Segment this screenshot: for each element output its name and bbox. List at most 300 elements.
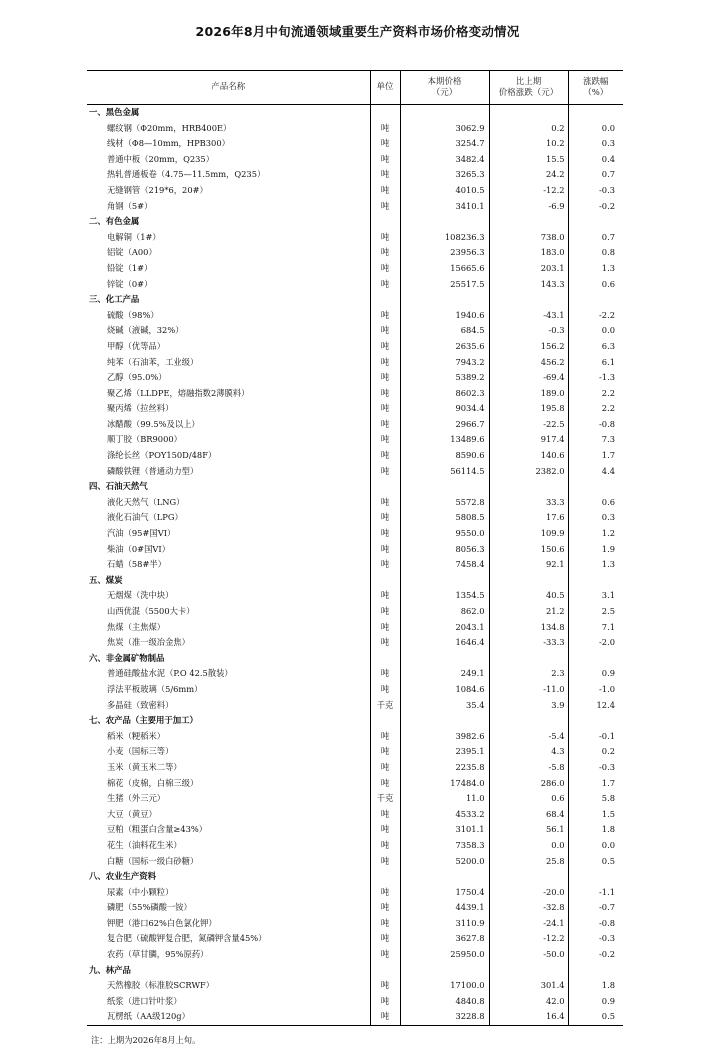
percent-cell: 12.4: [568, 698, 623, 714]
change-cell: 456.2: [489, 355, 568, 371]
product-name: 复合肥（硫酸钾复合肥，氮磷钾含量45%）: [107, 933, 267, 944]
unit-cell: 吨: [370, 588, 400, 604]
percent-cell: 1.8: [568, 822, 623, 838]
change-cell: 917.4: [489, 432, 568, 448]
table-row: [87, 277, 623, 293]
table-row: [87, 417, 623, 433]
category-name: 九、林产品: [89, 964, 131, 975]
unit-cell: [370, 105, 400, 121]
product-name: 硫酸（98%）: [107, 309, 159, 320]
unit-cell: 吨: [370, 386, 400, 402]
product-name: 线材（Φ8—10mm，HPB300）: [107, 138, 230, 149]
unit-cell: 吨: [370, 542, 400, 558]
change-cell: -5.8: [489, 760, 568, 776]
unit-cell: 吨: [370, 604, 400, 620]
category-name: 五、煤炭: [89, 574, 123, 585]
unit-cell: 吨: [370, 900, 400, 916]
unit-cell: 吨: [370, 448, 400, 464]
table-row: [87, 308, 623, 324]
category-name: 三、化工产品: [89, 294, 140, 305]
percent-cell: -0.1: [568, 729, 623, 745]
product-name: 生猪（外三元）: [107, 793, 166, 804]
header-product-name: 产品名称: [87, 71, 370, 105]
table-row: [87, 121, 623, 137]
unit-cell: 吨: [370, 121, 400, 137]
unit-cell: 吨: [370, 916, 400, 932]
percent-cell: 0.2: [568, 744, 623, 760]
price-cell: 1084.6: [400, 682, 489, 698]
percent-cell: 0.7: [568, 230, 623, 246]
unit-cell: 千克: [370, 698, 400, 714]
percent-cell: [568, 292, 623, 308]
price-cell: 17484.0: [400, 776, 489, 792]
price-cell: [400, 479, 489, 495]
change-cell: 15.5: [489, 152, 568, 168]
change-cell: -12.2: [489, 931, 568, 947]
table-body: [87, 105, 623, 1026]
table-row: [87, 931, 623, 947]
percent-cell: 6.3: [568, 339, 623, 355]
change-cell: 140.6: [489, 448, 568, 464]
change-cell: 203.1: [489, 261, 568, 277]
table-row: [87, 136, 623, 152]
product-name: 浮法平板玻璃（5/6mm）: [107, 683, 203, 694]
table-row: [87, 448, 623, 464]
change-cell: 156.2: [489, 339, 568, 355]
price-cell: 4439.1: [400, 900, 489, 916]
unit-cell: [370, 713, 400, 729]
price-cell: 5389.2: [400, 370, 489, 386]
unit-cell: 千克: [370, 791, 400, 807]
change-cell: [489, 869, 568, 885]
price-cell: [400, 214, 489, 230]
price-cell: 8056.3: [400, 542, 489, 558]
price-cell: 25950.0: [400, 947, 489, 963]
product-name: 纯苯（石油苯，工业级）: [107, 356, 199, 367]
category-name: 二、有色金属: [89, 216, 140, 227]
percent-cell: 0.5: [568, 1009, 623, 1025]
unit-cell: 吨: [370, 1009, 400, 1025]
price-cell: 3982.6: [400, 729, 489, 745]
product-name: 棉花（皮棉，白棉三级）: [107, 777, 199, 788]
product-name: 螺纹钢（Φ20mm，HRB400E）: [107, 122, 232, 133]
price-cell: 23956.3: [400, 245, 489, 261]
percent-cell: 7.3: [568, 432, 623, 448]
price-cell: 2235.8: [400, 760, 489, 776]
percent-cell: -1.3: [568, 370, 623, 386]
unit-cell: 吨: [370, 760, 400, 776]
price-cell: [400, 713, 489, 729]
percent-cell: 0.6: [568, 495, 623, 511]
percent-cell: 2.5: [568, 604, 623, 620]
product-name: 无烟煤（洗中块）: [107, 590, 174, 601]
unit-cell: 吨: [370, 807, 400, 823]
percent-cell: 2.2: [568, 386, 623, 402]
change-cell: 92.1: [489, 557, 568, 573]
header-unit: 单位: [370, 71, 400, 105]
change-cell: -0.3: [489, 323, 568, 339]
unit-cell: 吨: [370, 822, 400, 838]
product-name: 焦炭（准一级冶金焦）: [107, 637, 190, 648]
table-header: [87, 71, 623, 105]
product-name: 柴油（0#国VI）: [107, 543, 170, 554]
percent-cell: -0.3: [568, 760, 623, 776]
product-name: 甲醇（优等品）: [107, 340, 166, 351]
product-name: 焦煤（主焦煤）: [107, 621, 166, 632]
price-cell: 3254.7: [400, 136, 489, 152]
unit-cell: [370, 214, 400, 230]
percent-cell: -0.8: [568, 916, 623, 932]
change-cell: 109.9: [489, 526, 568, 542]
category-name: 八、农业生产资料: [89, 871, 156, 882]
percent-cell: [568, 713, 623, 729]
table-row: [87, 401, 623, 417]
unit-cell: 吨: [370, 261, 400, 277]
price-table: [87, 70, 623, 1026]
unit-cell: 吨: [370, 510, 400, 526]
table-row: [87, 947, 623, 963]
category-row: [87, 869, 623, 885]
category-row: [87, 214, 623, 230]
price-cell: 1354.5: [400, 588, 489, 604]
product-name: 无缝钢管（219*6，20#）: [107, 184, 208, 195]
change-cell: 33.3: [489, 495, 568, 511]
price-cell: [400, 869, 489, 885]
unit-cell: [370, 292, 400, 308]
change-cell: 134.8: [489, 620, 568, 636]
percent-cell: [568, 651, 623, 667]
percent-cell: -0.2: [568, 199, 623, 215]
page-title: 2026年8月中旬流通领域重要生产资料市场价格变动情况: [195, 24, 520, 39]
price-cell: [400, 963, 489, 979]
price-cell: 1940.6: [400, 308, 489, 324]
price-cell: [400, 292, 489, 308]
table-row: [87, 620, 623, 636]
price-cell: 108236.3: [400, 230, 489, 246]
price-cell: 1750.4: [400, 885, 489, 901]
table-row: [87, 557, 623, 573]
change-cell: 3.9: [489, 698, 568, 714]
unit-cell: 吨: [370, 245, 400, 261]
table-row: [87, 729, 623, 745]
percent-cell: 0.9: [568, 666, 623, 682]
change-cell: [489, 651, 568, 667]
unit-cell: 吨: [370, 199, 400, 215]
change-cell: 286.0: [489, 776, 568, 792]
product-name: 聚丙烯（拉丝料）: [107, 403, 174, 414]
percent-cell: [568, 214, 623, 230]
table-row: [87, 370, 623, 386]
table-row: [87, 604, 623, 620]
product-name: 普通中板（20mm，Q235）: [107, 153, 215, 164]
change-cell: 0.6: [489, 791, 568, 807]
percent-cell: -0.2: [568, 947, 623, 963]
table-row: [87, 838, 623, 854]
price-cell: 35.4: [400, 698, 489, 714]
unit-cell: 吨: [370, 776, 400, 792]
price-cell: 2043.1: [400, 620, 489, 636]
percent-cell: 6.1: [568, 355, 623, 371]
price-cell: 3265.3: [400, 167, 489, 183]
price-cell: 684.5: [400, 323, 489, 339]
price-cell: 56114.5: [400, 464, 489, 480]
product-name: 纸浆（进口针叶浆）: [107, 995, 182, 1006]
unit-cell: 吨: [370, 183, 400, 199]
percent-cell: 4.4: [568, 464, 623, 480]
percent-cell: 5.8: [568, 791, 623, 807]
table-row: [87, 199, 623, 215]
product-name: 聚乙烯（LLDPE，熔融指数2薄膜料）: [107, 387, 250, 398]
unit-cell: 吨: [370, 635, 400, 651]
unit-cell: 吨: [370, 370, 400, 386]
product-name: 液化石油气（LPG）: [107, 512, 183, 523]
price-cell: 3110.9: [400, 916, 489, 932]
change-cell: 21.2: [489, 604, 568, 620]
price-cell: 13489.6: [400, 432, 489, 448]
product-name: 豆粕（粗蛋白含量≥43%）: [107, 824, 208, 835]
change-cell: -11.0: [489, 682, 568, 698]
table-row: [87, 760, 623, 776]
change-cell: 183.0: [489, 245, 568, 261]
change-cell: [489, 713, 568, 729]
category-row: [87, 651, 623, 667]
change-cell: 189.0: [489, 386, 568, 402]
table-row: [87, 698, 623, 714]
table-row: [87, 854, 623, 870]
unit-cell: 吨: [370, 464, 400, 480]
change-cell: 68.4: [489, 807, 568, 823]
change-cell: -69.4: [489, 370, 568, 386]
change-cell: -33.3: [489, 635, 568, 651]
unit-cell: 吨: [370, 152, 400, 168]
table-row: [87, 588, 623, 604]
price-cell: 5572.8: [400, 495, 489, 511]
price-cell: [400, 573, 489, 589]
product-name: 乙醇（95.0%）: [107, 372, 167, 383]
change-cell: -50.0: [489, 947, 568, 963]
unit-cell: 吨: [370, 620, 400, 636]
product-name: 角钢（5#）: [107, 200, 153, 211]
header-row: [87, 71, 623, 105]
change-cell: -6.9: [489, 199, 568, 215]
table-row: [87, 916, 623, 932]
percent-cell: 0.0: [568, 838, 623, 854]
product-name: 热轧普通板卷（4.75—11.5mm，Q235）: [107, 169, 266, 180]
product-name: 小麦（国标三等）: [107, 746, 174, 757]
percent-cell: -1.1: [568, 885, 623, 901]
percent-cell: 0.3: [568, 136, 623, 152]
percent-cell: 0.7: [568, 167, 623, 183]
percent-cell: -1.0: [568, 682, 623, 698]
percent-cell: 0.4: [568, 152, 623, 168]
table-row: [87, 495, 623, 511]
product-name: 电解铜（1#）: [107, 231, 161, 242]
percent-cell: 7.1: [568, 620, 623, 636]
percent-cell: 1.8: [568, 978, 623, 994]
percent-cell: -2.2: [568, 308, 623, 324]
product-name: 尿素（中小颗粒）: [107, 886, 174, 897]
price-cell: 15665.6: [400, 261, 489, 277]
unit-cell: 吨: [370, 947, 400, 963]
table-row: [87, 1009, 623, 1025]
unit-cell: [370, 573, 400, 589]
table-row: [87, 635, 623, 651]
product-name: 钾肥（港口62%白色氯化钾）: [107, 917, 217, 928]
unit-cell: 吨: [370, 729, 400, 745]
change-cell: -24.1: [489, 916, 568, 932]
table-row: [87, 776, 623, 792]
table-row: [87, 885, 623, 901]
change-cell: 17.6: [489, 510, 568, 526]
change-cell: 143.3: [489, 277, 568, 293]
change-cell: 25.8: [489, 854, 568, 870]
product-name: 普通硅酸盐水泥（P.O 42.5散装）: [107, 668, 233, 679]
table-row: [87, 666, 623, 682]
product-name: 玉米（黄玉米二等）: [107, 761, 182, 772]
price-cell: 2635.6: [400, 339, 489, 355]
price-cell: 8602.3: [400, 386, 489, 402]
percent-cell: 1.2: [568, 526, 623, 542]
unit-cell: 吨: [370, 167, 400, 183]
change-cell: 2.3: [489, 666, 568, 682]
table-row: [87, 339, 623, 355]
unit-cell: [370, 869, 400, 885]
product-name: 白糖（国标一级白砂糖）: [107, 855, 199, 866]
percent-cell: [568, 963, 623, 979]
unit-cell: 吨: [370, 401, 400, 417]
product-name: 铅锭（1#）: [107, 262, 153, 273]
table-row: [87, 355, 623, 371]
product-name: 大豆（黄豆）: [107, 808, 157, 819]
percent-cell: 1.7: [568, 776, 623, 792]
change-cell: 738.0: [489, 230, 568, 246]
product-name: 花生（油料花生米）: [107, 839, 182, 850]
price-cell: [400, 651, 489, 667]
footnote: 注：上期为2026年8月上旬。: [91, 1035, 201, 1045]
category-row: [87, 292, 623, 308]
product-name: 顺丁胶（BR9000）: [107, 434, 182, 445]
product-name: 农药（草甘膦，95%原药）: [107, 949, 209, 960]
table-row: [87, 167, 623, 183]
unit-cell: 吨: [370, 666, 400, 682]
unit-cell: 吨: [370, 308, 400, 324]
table-row: [87, 183, 623, 199]
unit-cell: [370, 963, 400, 979]
change-cell: -43.1: [489, 308, 568, 324]
change-cell: 42.0: [489, 994, 568, 1010]
product-name: 汽油（95#国VI）: [107, 528, 176, 539]
change-cell: 0.2: [489, 121, 568, 137]
unit-cell: 吨: [370, 136, 400, 152]
price-cell: 249.1: [400, 666, 489, 682]
price-cell: 4010.5: [400, 183, 489, 199]
category-row: [87, 105, 623, 121]
product-name: 液化天然气（LNG）: [107, 496, 185, 507]
table-row: [87, 994, 623, 1010]
unit-cell: 吨: [370, 432, 400, 448]
product-name: 山西优混（5500大卡）: [107, 606, 195, 616]
percent-cell: -0.7: [568, 900, 623, 916]
price-cell: 7458.4: [400, 557, 489, 573]
category-name: 六、非金属矿物制品: [89, 652, 165, 663]
header-current-price: 本期价格 （元）: [400, 71, 489, 105]
percent-cell: 0.9: [568, 994, 623, 1010]
table-row: [87, 682, 623, 698]
change-cell: [489, 105, 568, 121]
change-cell: -32.8: [489, 900, 568, 916]
header-price-change: 比上期 价格涨跌（元）: [489, 71, 568, 105]
percent-cell: 1.7: [568, 448, 623, 464]
unit-cell: 吨: [370, 744, 400, 760]
table-row: [87, 526, 623, 542]
unit-cell: 吨: [370, 417, 400, 433]
price-cell: 862.0: [400, 604, 489, 620]
price-cell: 3101.1: [400, 822, 489, 838]
change-cell: 16.4: [489, 1009, 568, 1025]
percent-cell: -2.0: [568, 635, 623, 651]
table-row: [87, 510, 623, 526]
table-row: [87, 386, 623, 402]
price-cell: 11.0: [400, 791, 489, 807]
percent-cell: 3.1: [568, 588, 623, 604]
percent-cell: 1.5: [568, 807, 623, 823]
change-cell: 10.2: [489, 136, 568, 152]
price-cell: 4533.2: [400, 807, 489, 823]
price-cell: 3482.4: [400, 152, 489, 168]
price-cell: 5808.5: [400, 510, 489, 526]
price-cell: 3627.8: [400, 931, 489, 947]
product-name: 磷肥（55%磷酸一铵）: [107, 902, 192, 913]
unit-cell: 吨: [370, 339, 400, 355]
percent-cell: 1.3: [568, 261, 623, 277]
category-row: [87, 713, 623, 729]
change-cell: 2382.0: [489, 464, 568, 480]
unit-cell: 吨: [370, 323, 400, 339]
product-name: 多晶硅（致密料）: [107, 699, 174, 710]
percent-cell: 0.5: [568, 854, 623, 870]
table-row: [87, 822, 623, 838]
table-row: [87, 807, 623, 823]
percent-cell: -0.3: [568, 931, 623, 947]
product-name: 烧碱（液碱，32%）: [107, 325, 184, 336]
change-cell: [489, 573, 568, 589]
change-cell: -12.2: [489, 183, 568, 199]
table-row: [87, 900, 623, 916]
price-cell: 4840.8: [400, 994, 489, 1010]
percent-cell: [568, 573, 623, 589]
percent-cell: 2.2: [568, 401, 623, 417]
price-cell: 9034.4: [400, 401, 489, 417]
price-cell: 17100.0: [400, 978, 489, 994]
percent-cell: -0.8: [568, 417, 623, 433]
percent-cell: 1.9: [568, 542, 623, 558]
price-cell: 3062.9: [400, 121, 489, 137]
price-table-container: [87, 70, 623, 1026]
category-row: [87, 963, 623, 979]
table-row: [87, 230, 623, 246]
change-cell: [489, 214, 568, 230]
product-name: 铝锭（A00）: [107, 247, 157, 258]
table-row: [87, 323, 623, 339]
price-cell: 8590.6: [400, 448, 489, 464]
product-name: 石蜡（58#半）: [107, 559, 166, 570]
unit-cell: 吨: [370, 557, 400, 573]
product-name: 涤纶长丝（POY150D/48F）: [107, 450, 217, 461]
percent-cell: 0.3: [568, 510, 623, 526]
percent-cell: 0.0: [568, 323, 623, 339]
percent-cell: [568, 105, 623, 121]
unit-cell: 吨: [370, 978, 400, 994]
